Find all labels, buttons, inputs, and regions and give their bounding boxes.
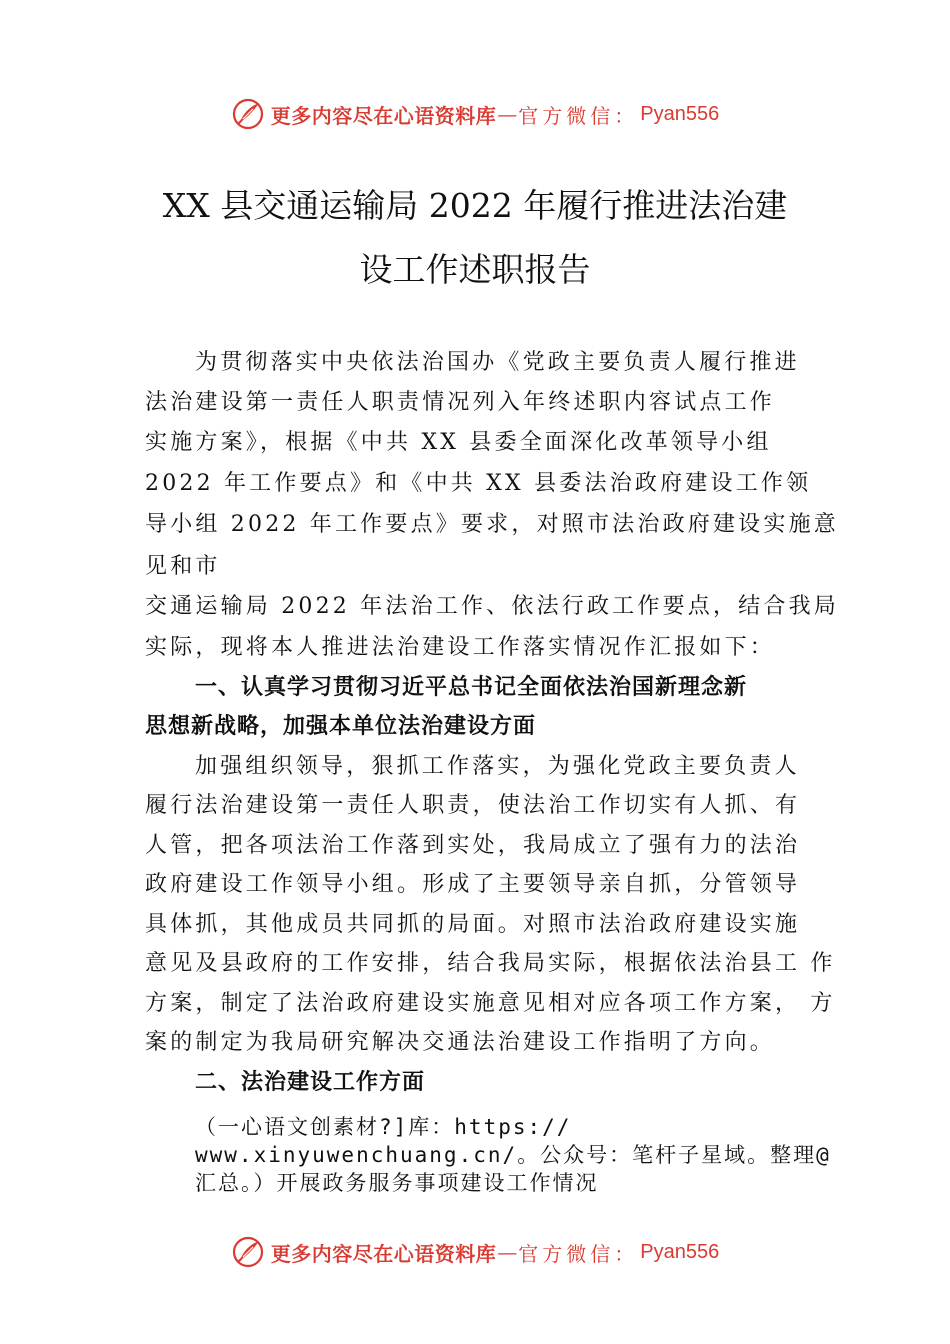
body-line: 2022 年工作要点》和《中共 XX 县委法治政府建设工作领 [145,471,812,496]
body-line: 加强组织领导，狠抓工作落实，为强化党政主要负责人 [195,754,800,779]
body-line: 意见及县政府的工作安排，结合我局实际，根据依法治县工 作 [145,951,836,976]
body-line: 人管，把各项法治工作落到实处，我局成立了强有力的法治 [145,833,801,858]
banner-wechat-label: 官方微信： [518,103,639,128]
document-title-line-2: 设工作述职报告 [359,250,591,289]
banner-text: 更多内容尽在心语资料库 [270,1241,497,1266]
body-line: 实施方案》，根据《中共 XX 县委全面深化改革领导小组 [145,430,772,455]
body-line: 实际，现将本人推进法治建设工作落实情况作汇报如下： [145,635,776,660]
body-line: 具体抓，其他成员共同抓的局面。对照市法治政府建设实施 [145,912,801,937]
feather-pen-logo-icon [231,1235,265,1269]
body-line: 政府建设工作领导小组。形成了主要领导亲自抓，分管领导 [145,872,801,897]
body-line: 履行法治建设第一责任人职责，使法治工作切实有人抓、有 [145,793,801,818]
body-line: 方案，制定了法治政府建设实施意见相对应各项工作方案， 方 [145,991,836,1016]
body-line: 为贯彻落实中央依法治国办《党政主要负责人履行推进 [195,350,800,375]
banner-separator: — [497,1240,518,1264]
feather-pen-logo-icon [231,97,265,131]
body-line: 案的制定为我局研究解决交通法治建设工作指明了方向。 [145,1030,776,1055]
banner-wechat-label: 官方微信： [518,1241,639,1266]
body-line: 导小组 2022 年工作要点》要求，对照市法治政府建设实施意 [145,512,839,537]
header-banner [0,94,950,134]
banner-wechat-id: Pyan556 [640,1240,720,1263]
document-title-line-1: XX 县交通运输局 2022 年履行推进法治建 [162,186,788,225]
section-2-heading: 二、法治建设工作方面 [195,1070,426,1095]
body-line: 交通运输局 2022 年法治工作、依法行政工作要点，结合我局 [145,594,839,619]
section-1-heading-line-1: 一、认真学习贯彻习近平总书记全面依法治国新理念新 [195,675,748,700]
footer-banner [0,1232,950,1272]
body-line: www.xinyuwenchuang.cn/。公众号：笔杆子星域。整理@ [195,1143,831,1167]
section-1-heading-line-2: 思想新战略，加强本单位法治建设方面 [145,714,537,739]
body-line: 见和市 [145,554,221,579]
body-line: （一心语文创素材?]库：https:// [195,1115,572,1139]
banner-text: 更多内容尽在心语资料库 [270,103,497,128]
body-line: 汇总。）开展政务服务事项建设工作情况 [195,1171,599,1195]
body-line: 法治建设第一责任人职责情况列入年终述职内容试点工作 [145,390,776,415]
banner-separator: — [497,102,518,126]
banner-wechat-id: Pyan556 [640,102,720,125]
